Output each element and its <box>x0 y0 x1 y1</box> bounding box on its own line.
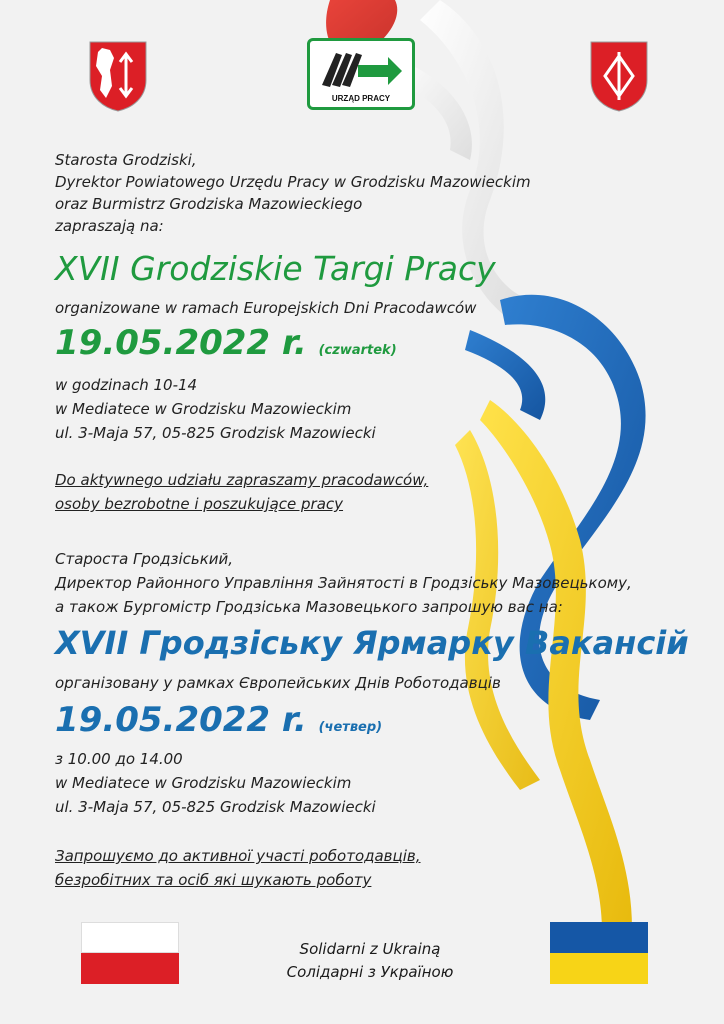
organizer-line-ua: Директор Районного Управління Зайнятості в Гродзіську Мазовецькому, <box>55 574 632 592</box>
solidarity-pl: Solidarni z Ukrainą <box>299 940 441 958</box>
invitation-line-ua: безробітних та осіб які шукають роботу <box>55 871 372 889</box>
logo-text: URZĄD PRACY <box>331 94 391 103</box>
event-date-pl <box>55 323 397 363</box>
detail-line: w godzinach 10-14 <box>55 376 198 394</box>
solidarity-ua: Солідарні з Україною <box>286 963 454 981</box>
organizer-line-ua: а також Бургомістр Гродзіська Мазовецького запрошую вас на: <box>55 598 563 616</box>
weekday-pl: (czwartek) <box>318 343 397 358</box>
event-title-ua: XVII Гродзіську Ярмарку Вакансій <box>55 624 689 662</box>
detail-line-ua: w Mediatece w Grodzisku Mazowieckim <box>55 774 352 792</box>
organizer-line: zapraszają na: <box>55 217 164 235</box>
date-pl: 19.05.2022 r. <box>55 323 307 363</box>
polish-flag-icon <box>81 922 179 984</box>
detail-line: ul. 3-Maja 57, 05-825 Grodzisk Mazowiecki <box>55 424 376 442</box>
detail-line-ua: з 10.00 до 14.00 <box>55 750 183 768</box>
ukrainian-flag-icon <box>550 922 648 984</box>
detail-line: w Mediatece w Grodzisku Mazowieckim <box>55 400 352 418</box>
organizer-line: Dyrektor Powiatowego Urzędu Pracy w Grodzisku Mazowieckim <box>55 173 531 191</box>
city-coat-of-arms-icon <box>589 40 649 112</box>
date-ua: 19.05.2022 r. <box>55 700 307 740</box>
invitation-line: Do aktywnego udziału zapraszamy pracodawców, <box>55 471 429 489</box>
organizer-line-ua: Староста Гродзіський, <box>55 550 234 568</box>
organizer-line: Starosta Grodziski, <box>55 151 197 169</box>
subtitle-ua: організовану у рамках Європейських Днів Роботодавців <box>55 674 501 692</box>
weekday-ua: (четвер) <box>318 720 383 735</box>
organizer-line: oraz Burmistrz Grodziska Mazowieckiego <box>55 195 363 213</box>
invitation-line: osoby bezrobotne i poszukujące pracy <box>55 495 344 513</box>
labor-office-logo <box>307 38 415 110</box>
event-date-ua <box>55 700 382 740</box>
arrow-logo-icon <box>318 47 404 89</box>
subtitle-pl: organizowane w ramach Europejskich Dni Pracodawców <box>55 299 477 317</box>
invitation-line-ua: Запрошуємо до активної участі роботодавців, <box>55 847 421 865</box>
county-coat-of-arms-icon <box>88 40 148 112</box>
detail-line-ua: ul. 3-Maja 57, 05-825 Grodzisk Mazowiecki <box>55 798 376 816</box>
event-title-pl: XVII Grodziskie Targi Pracy <box>55 249 496 288</box>
